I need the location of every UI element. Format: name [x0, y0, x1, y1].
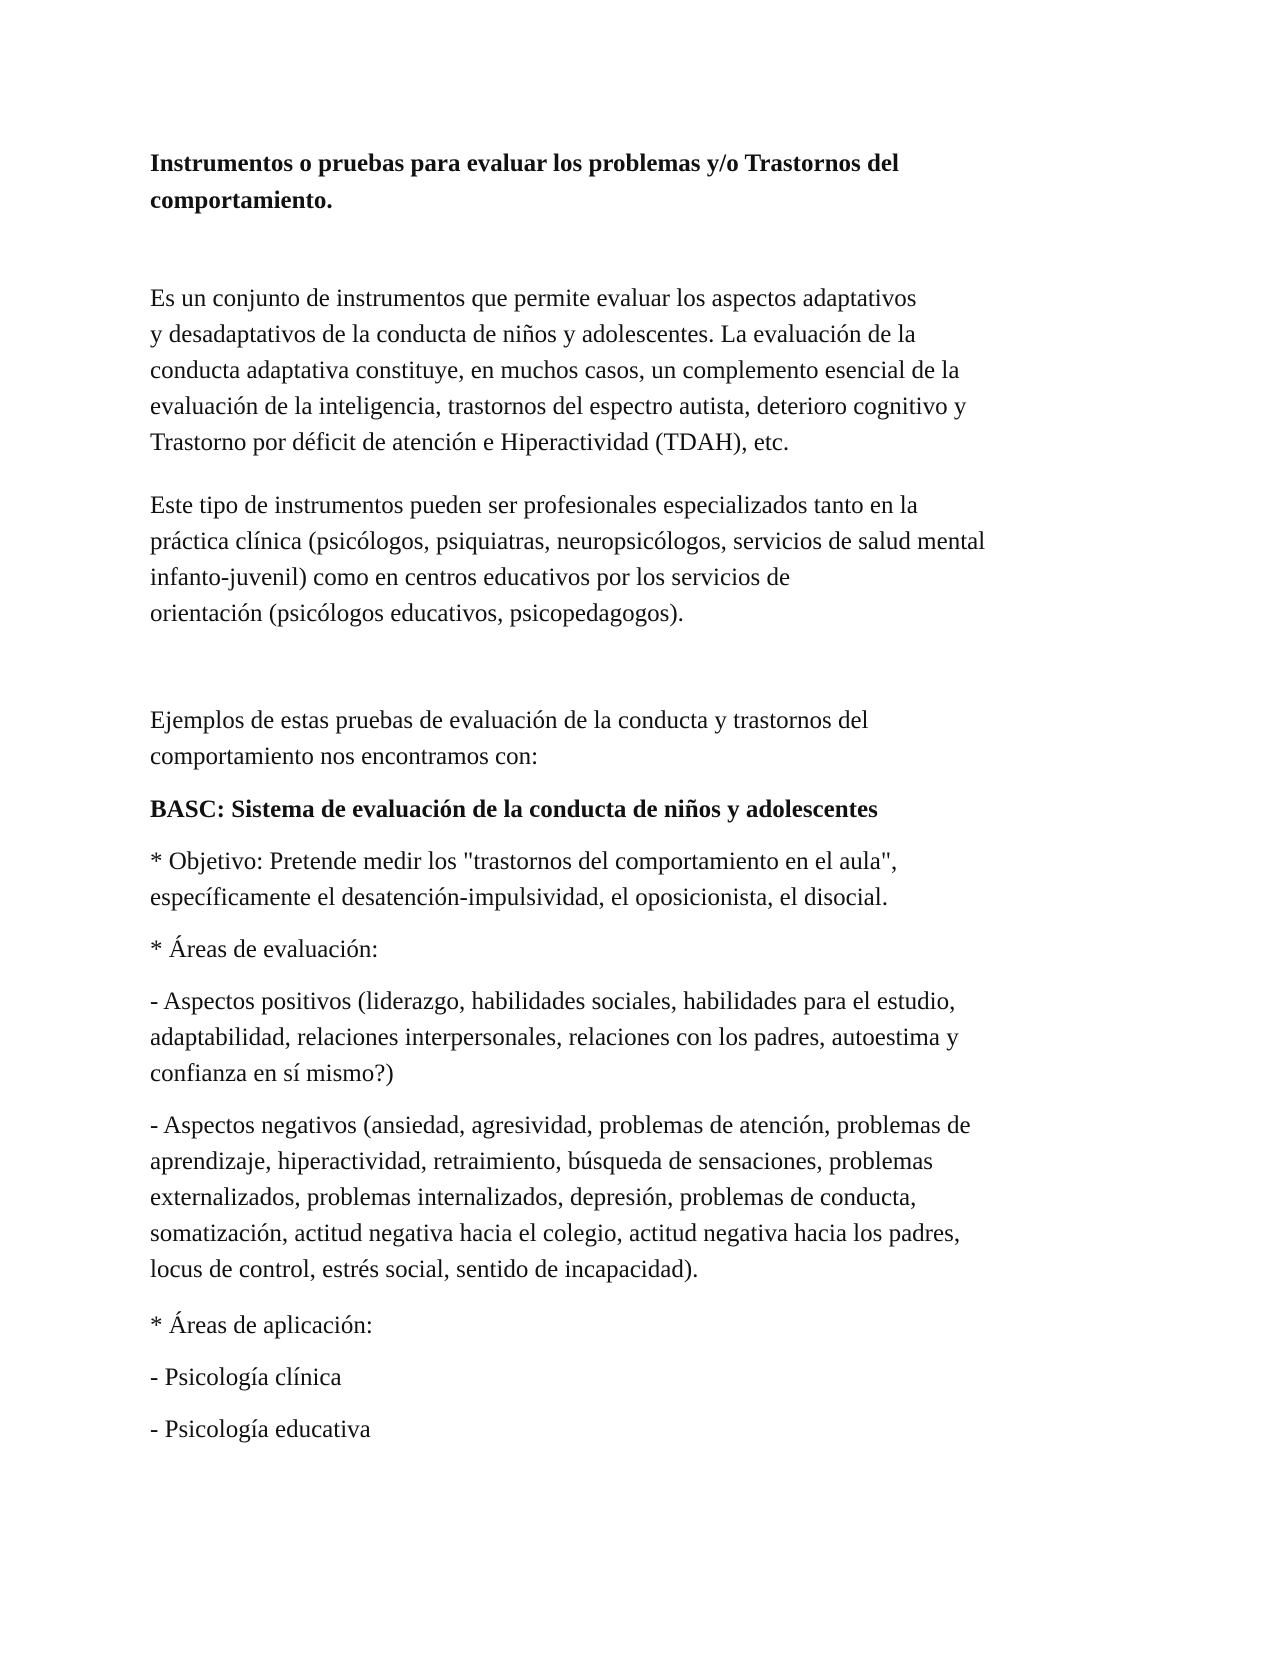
paragraph-line: externalizados, problemas internalizados, depresión, problemas de conducta,	[150, 1184, 917, 1211]
paragraph-line: comportamiento nos encontramos con:	[150, 743, 539, 770]
intro-paragraph	[150, 281, 1140, 461]
title-line: Instrumentos o pruebas para evaluar los problemas y/o Trastornos del	[150, 150, 899, 177]
paragraph-line: Ejemplos de estas pruebas de evaluación de la conducta y trastornos del	[150, 707, 869, 734]
objective-paragraph	[150, 844, 1140, 916]
application-item-clinical	[150, 1360, 1140, 1396]
paragraph-line: evaluación de la inteligencia, trastornos del espectro autista, deterioro cognitivo y	[150, 393, 967, 420]
paragraph-line: confianza en sí mismo?)	[150, 1060, 394, 1087]
paragraph-line: Trastorno por déficit de atención e Hiperactividad (TDAH), etc.	[150, 429, 790, 456]
paragraph-line: y desadaptativos de la conducta de niños y adolescentes. La evaluación de la	[150, 321, 916, 348]
paragraph-line: conducta adaptativa constituye, en muchos casos, un complemento esencial de la	[150, 357, 960, 384]
paragraph-line: somatización, actitud negativa hacia el colegio, actitud negativa hacia los padres,	[150, 1220, 961, 1247]
application-item-educational	[150, 1412, 1140, 1448]
title-line: comportamiento.	[150, 187, 333, 214]
paragraph-line: aprendizaje, hiperactividad, retraimiento, búsqueda de sensaciones, problemas	[150, 1148, 934, 1175]
positive-aspects-paragraph	[150, 984, 1140, 1092]
evaluation-areas-text: * Áreas de evaluación:	[150, 936, 379, 963]
application-areas-label	[150, 1308, 1140, 1344]
evaluation-areas-label	[150, 932, 1140, 968]
paragraph-line: Este tipo de instrumentos pueden ser profesionales especializados tanto en la	[150, 492, 918, 519]
professionals-paragraph	[150, 488, 1140, 632]
paragraph-line: - Aspectos negativos (ansiedad, agresividad, problemas de atención, problemas de	[150, 1112, 971, 1139]
paragraph-line: - Aspectos positivos (liderazgo, habilidades sociales, habilidades para el estudio,	[150, 988, 956, 1015]
list-item: - Psicología clínica	[150, 1364, 342, 1391]
application-areas-text: * Áreas de aplicación:	[150, 1312, 373, 1339]
negative-aspects-paragraph	[150, 1108, 1140, 1288]
list-item: - Psicología educativa	[150, 1416, 371, 1443]
paragraph-line: específicamente el desatención-impulsividad, el oposicionista, el disocial.	[150, 884, 888, 911]
paragraph-line: orientación (psicólogos educativos, psicopedagogos).	[150, 600, 684, 627]
paragraph-line: práctica clínica (psicólogos, psiquiatras, neuropsicólogos, servicios de salud mental	[150, 528, 986, 555]
basc-heading-text: BASC: Sistema de evaluación de la conducta de niños y adolescentes	[150, 796, 878, 823]
paragraph-line: adaptabilidad, relaciones interpersonales, relaciones con los padres, autoestima y	[150, 1024, 959, 1051]
paragraph-line: infanto-juvenil) como en centros educativos por los servicios de	[150, 564, 791, 591]
examples-paragraph	[150, 703, 1140, 775]
basc-heading	[150, 792, 1140, 828]
paragraph-line: locus de control, estrés social, sentido de incapacidad).	[150, 1256, 699, 1283]
paragraph-line: Es un conjunto de instrumentos que permite evaluar los aspectos adaptativos	[150, 285, 917, 312]
document-title	[150, 145, 1140, 219]
paragraph-line: * Objetivo: Pretende medir los "trastornos del comportamiento en el aula",	[150, 848, 898, 875]
